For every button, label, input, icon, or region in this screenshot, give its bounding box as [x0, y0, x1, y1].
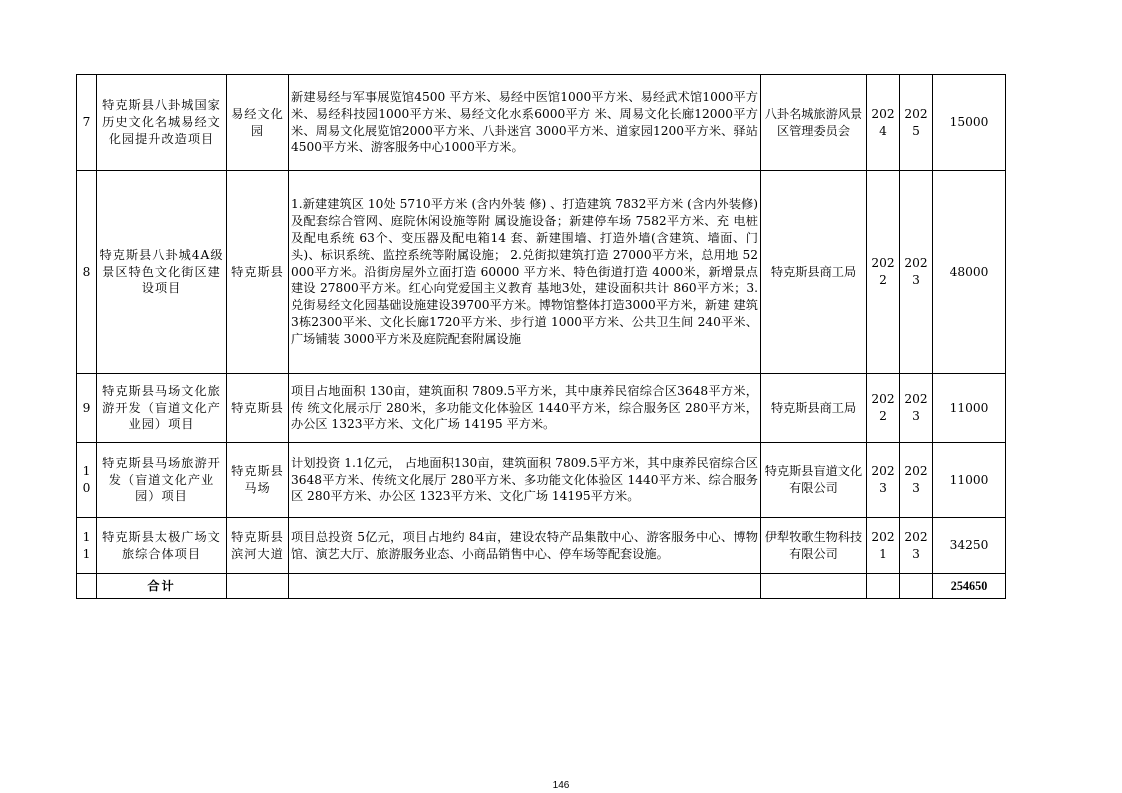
row-number: 9 — [77, 374, 97, 443]
empty-cell — [867, 574, 900, 599]
table-row — [77, 171, 1006, 374]
start-year: 2023 — [867, 443, 900, 518]
empty-cell — [77, 574, 97, 599]
responsible-unit: 特克斯县商工局 — [761, 171, 867, 374]
start-year: 2024 — [867, 75, 900, 171]
project-location: 易经文化园 — [227, 75, 289, 171]
project-table — [76, 74, 1006, 599]
project-location: 特克斯县 — [227, 171, 289, 374]
investment-amount: 48000 — [933, 171, 1006, 374]
project-name: 特克斯县八卦城国家历史文化名城易经文化园提升改造项目 — [97, 75, 227, 171]
project-content: 项目占地面积 130亩，建筑面积 7809.5平方米，其中康养民宿综合区3648平方米，传 统文化展示厅 280米，多功能文化体验区 1440平方米，综合服务区 280平方米，办公区 1323平方米、文化广场 14195 平方米。 — [289, 374, 761, 443]
end-year: 2023 — [900, 374, 933, 443]
investment-amount: 34250 — [933, 518, 1006, 574]
responsible-unit: 伊犁牧歌生物科技有限公司 — [761, 518, 867, 574]
project-content: 新建易经与军事展览馆4500 平方米、易经中医馆1000平方米、易经武术馆1000平方米、易经科技园1000平方米、易经文化水系6000平方 米、周易文化长廊12000平方米、周易文化展览馆2000平方米、八卦迷宫 3000平方米、道家园1200平方米、驿站4500平方米、游客服务中心1000平方米。 — [289, 75, 761, 171]
row-number: 8 — [77, 171, 97, 374]
total-row — [77, 574, 1006, 599]
project-content: 计划投资 1.1亿元， 占地面积130亩，建筑面积 7809.5平方米，其中康养民宿综合区 3648平方米、传统文化展厅 280平方米、多功能文化体验区 1440平方米、综合服务区 280平方米、办公区 1323平方米、文化广场 14195平方米。 — [289, 443, 761, 518]
investment-amount: 11000 — [933, 443, 1006, 518]
row-number: 11 — [77, 518, 97, 574]
empty-cell — [900, 574, 933, 599]
total-value: 254650 — [933, 574, 1006, 599]
table-row — [77, 374, 1006, 443]
empty-cell — [289, 574, 761, 599]
start-year: 2022 — [867, 374, 900, 443]
table-row — [77, 75, 1006, 171]
project-content: 项目总投资 5亿元，项目占地约 84亩，建设农特产品集散中心、游客服务中心、博物馆、演艺大厅、旅游服务业态、小商品销售中心、停车场等配套设施。 — [289, 518, 761, 574]
project-location: 特克斯县 马场 — [227, 443, 289, 518]
responsible-unit: 特克斯县盲道文化 有限公司 — [761, 443, 867, 518]
project-name: 特克斯县马场旅游开发（盲道文化产业园）项目 — [97, 443, 227, 518]
page-number: 146 — [552, 780, 570, 791]
total-label: 合计 — [97, 574, 227, 599]
row-number: 7 — [77, 75, 97, 171]
investment-amount: 11000 — [933, 374, 1006, 443]
empty-cell — [761, 574, 867, 599]
table-row — [77, 443, 1006, 518]
project-name: 特克斯县马场文化旅游开发（盲道文化产业园）项目 — [97, 374, 227, 443]
project-content: 1.新建建筑区 10处 5710平方米 (含内外装 修) 、打造建筑 7832平方米 (含内外装修) 及配套综合管网、庭院休闲设施等附 属设施设备；新建停车场 7582平方米、充 电桩及配电系统 63个、变压器及配电箱14 套、新建围墙、打造外墙(含建筑、墙面、门头)、标识系统、监控系统等附属设施； 2.兑街拟建筑打造 27000平方米，总用地 52000平方米。沿街房屋外立面打造 60000 平方米、特色街道打造 4000米，新增景点 建设 27800平方米。红心向党爱国主义教育 基地3处，建设面积共计 860平方米；3.兑街易经文化园基础设施建设39700平方米。博物馆整体打造3000平方米，新建 建筑3栋2300平米、文化长廊1720平方米、步行道 1000平方米、公共卫生间 240平米、广场铺装 3000平方米及庭院配套附属设施 — [289, 171, 761, 374]
investment-amount: 15000 — [933, 75, 1006, 171]
project-name: 特克斯县太极广场文旅综合体项目 — [97, 518, 227, 574]
row-number: 10 — [77, 443, 97, 518]
start-year: 2021 — [867, 518, 900, 574]
responsible-unit: 八卦名城旅游风景区管理委员会 — [761, 75, 867, 171]
start-year: 2022 — [867, 171, 900, 374]
project-name: 特克斯县八卦城4A级景区特色文化街区建设项目 — [97, 171, 227, 374]
responsible-unit: 特克斯县商工局 — [761, 374, 867, 443]
end-year: 2023 — [900, 171, 933, 374]
end-year: 2023 — [900, 443, 933, 518]
table-row — [77, 518, 1006, 574]
project-location: 特克斯县 滨河大道 — [227, 518, 289, 574]
project-location: 特克斯县 — [227, 374, 289, 443]
end-year: 2025 — [900, 75, 933, 171]
end-year: 2023 — [900, 518, 933, 574]
empty-cell — [227, 574, 289, 599]
